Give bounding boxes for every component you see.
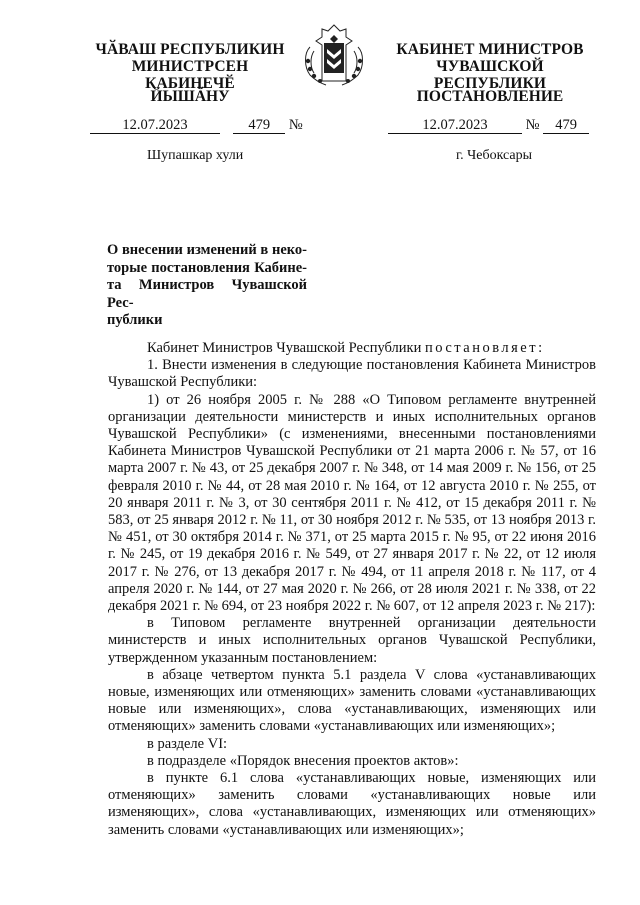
body-paragraph: в подразделе «Порядок внесения проектов актов»:	[147, 752, 459, 769]
left-dateline	[90, 117, 303, 134]
intro-paragraph	[108, 340, 596, 357]
body-paragraph: 1. Внести изменения в следующие постановления Кабинета Министров Чувашской Республики:	[108, 357, 596, 391]
right-dateline	[388, 117, 589, 134]
left-date: 12.07.2023	[90, 118, 220, 134]
document-body	[108, 340, 596, 839]
body-paragraph: в пункте 6.1 слова «устанавливающих новые, изменяющих или отменяющих» заменить словами «устанавливающих новые или изменяющих», слова «устанавливающих, изменяющих или отменяющих» заменить словами «устанавливающих или изменяющих»;	[108, 770, 596, 838]
chuvashia-coat-of-arms-icon	[300, 21, 368, 89]
intro-resolution-word: постановляет:	[424, 340, 545, 356]
left-number: 479	[233, 118, 285, 134]
right-number-sign: №	[525, 117, 540, 133]
place-right: г. Чебоксары	[456, 148, 533, 163]
left-doc-type: ЙЫШӐНУ	[150, 88, 230, 105]
title-line: публики	[107, 312, 163, 329]
document-title	[107, 242, 307, 330]
right-org-name	[380, 41, 600, 92]
right-date: 12.07.2023	[388, 118, 522, 134]
body-paragraph: в разделе VI:	[147, 735, 228, 752]
body-paragraph: 1) от 26 ноября 2005 г. № 288 «О Типовом регламенте внутренней организации деятельности министерств и иных исполнительных органов Чувашской Республики» (с изменениями, внесенными постановлениями Кабинета Министров Чувашской Республики от 21 марта 2006 г. № 57, от 16 марта 2007 г. № 43, от 25 декабря 2007 г. № 348, от 14 мая 2009 г. № 156, от 25 февраля 2010 г. № 44, от 28 мая 2010 г. № 164, от 12 августа 2010 г. № 255, от 20 января 2011 г. № 3, от 30 сентября 2011 г. № 412, от 15 декабря 2011 г. № 583, от 25 января 2012 г. № 11, от 30 ноября 2012 г. № 535, от 13 ноября 2013 г. № 451, от 30 октября 2014 г. № 371, от 25 марта 2015 г. № 95, от 22 июня 2016 г. № 245, от 19 декабря 2016 г. № 549, от 27 января 2017 г. № 22, от 12 июля 2017 г. № 276, от 13 декабря 2017 г. № 494, от 11 апреля 2018 г. № 117, от 4 апреля 2020 г. № 144, от 27 мая 2020 г. № 266, от 28 июля 2021 г. № 338, от 22 декабря 2021 г. № 694, от 23 ноября 2022 г. № 607, от 12 апреля 2023 г. № 217):	[108, 391, 596, 615]
intro-text: Кабинет Министров Чувашской Республики	[147, 340, 425, 356]
left-org-name	[90, 41, 290, 92]
left-number-sign: №	[288, 117, 303, 133]
right-org-line1: КАБИНЕТ МИНИСТРОВ	[396, 41, 584, 58]
title-line: торые постановления Кабине-	[107, 259, 307, 276]
title-line: О внесении изменений в неко-	[107, 242, 307, 258]
left-org-line1: ЧӐВАШ РЕСПУБЛИКИН	[95, 41, 285, 58]
right-org-line2: ЧУВАШСКОЙ РЕСПУБЛИКИ	[433, 58, 547, 92]
title-line: та Министров Чувашской Рес-	[107, 277, 307, 311]
body-paragraph: в Типовом регламенте внутренней организации деятельности министерств и иных исполнительных органов Чувашской Республики, утвержденном указанным постановлением:	[108, 615, 596, 666]
left-org-line2: МИНИСТРСЕН КАБИНЕЧӖ	[131, 58, 249, 92]
place-left: Шупашкар хули	[147, 148, 244, 163]
right-doc-type: ПОСТАНОВЛЕНИЕ	[416, 88, 564, 105]
body-paragraph: в абзаце четвертом пункта 5.1 раздела V слова «устанавливающих новые, изменяющих или отменяющих» заменить словами «устанавливающих новые или изменяющих», слова «устанавливающих, изменяющих или отменяющих» заменить словами «устанавливающих или изменяющих»;	[108, 666, 596, 735]
right-number: 479	[543, 118, 589, 134]
